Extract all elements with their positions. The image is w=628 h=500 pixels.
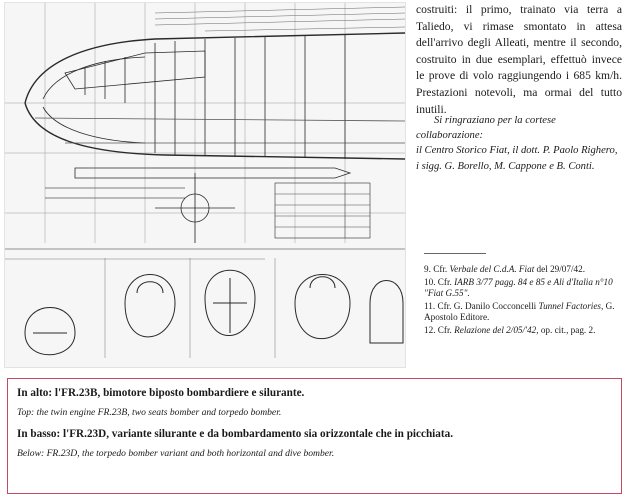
- footnote-10: [424, 277, 622, 300]
- caption-bottom-english: Below: FR.23D, the torpedo bomber variant and both horizontal and dive bomber.: [17, 448, 335, 459]
- footnote-detail: del 29/07/42.: [536, 264, 586, 274]
- caption-top-italian: In alto: l'FR.23B, bimotore biposto bombardiere e silurante.: [17, 387, 305, 399]
- caption-top-english: Top: the twin engine FR.23B, two seats bomber and torpedo bomber.: [17, 407, 282, 418]
- footnote-11: [424, 301, 622, 324]
- footnote-12: [424, 325, 622, 336]
- footnote-detail: G. Apostolo Editore.: [424, 300, 615, 322]
- aircraft-drawing-svg: [5, 3, 405, 367]
- footnote-number: 12. Cfr.: [424, 324, 452, 335]
- footnote-9: [424, 264, 622, 275]
- acknowledgement-line1: Si ringraziano per la cortese collaborazione:: [416, 115, 556, 142]
- technical-drawing: [4, 2, 406, 368]
- footnote-detail: op. cit., pag. 2.: [540, 324, 596, 335]
- footnote-number: 9. Cfr.: [424, 264, 448, 274]
- footnotes-list: [424, 264, 622, 337]
- footnote-divider: [424, 253, 486, 254]
- footnote-title: Relazione del 2/05/'42,: [454, 324, 539, 335]
- footnote-number: 10. Cfr.: [424, 276, 452, 287]
- acknowledgement-line2: il Centro Storico Fiat, il dott. P. Paolo Righero, i sigg. G. Borello, M. Cappone e B. Conti.: [416, 145, 618, 172]
- caption-bottom-italian: In basso: l'FR.23D, variante silurante e da bombardamento sia orizzontale che in picchiata.: [17, 428, 453, 440]
- figure-caption-box: [7, 378, 622, 494]
- footnote-title: IARB 3/77 pagg. 84 e 85 e Ali d'Italia n°10 "Fiat G.55".: [424, 276, 613, 298]
- main-body-text: costruiti: il primo, trainato via terra a Taliedo, vi rimase smontato in attesa dell'arrivo degli Alleati, mentre il secondo, costruito in due esemplari, effettuò invece le prove di volo raggiungendo i 685 km/h. Prestazioni notevoli, ma ormai del tutto inutili.: [416, 3, 622, 116]
- footnote-number: 11. Cfr. G. Danilo Cocconcelli: [424, 300, 537, 311]
- footnote-title: Tunnel Factories,: [538, 300, 604, 311]
- acknowledgement: [416, 113, 622, 174]
- footnote-title: Verbale del C.d.A. Fiat: [449, 264, 535, 274]
